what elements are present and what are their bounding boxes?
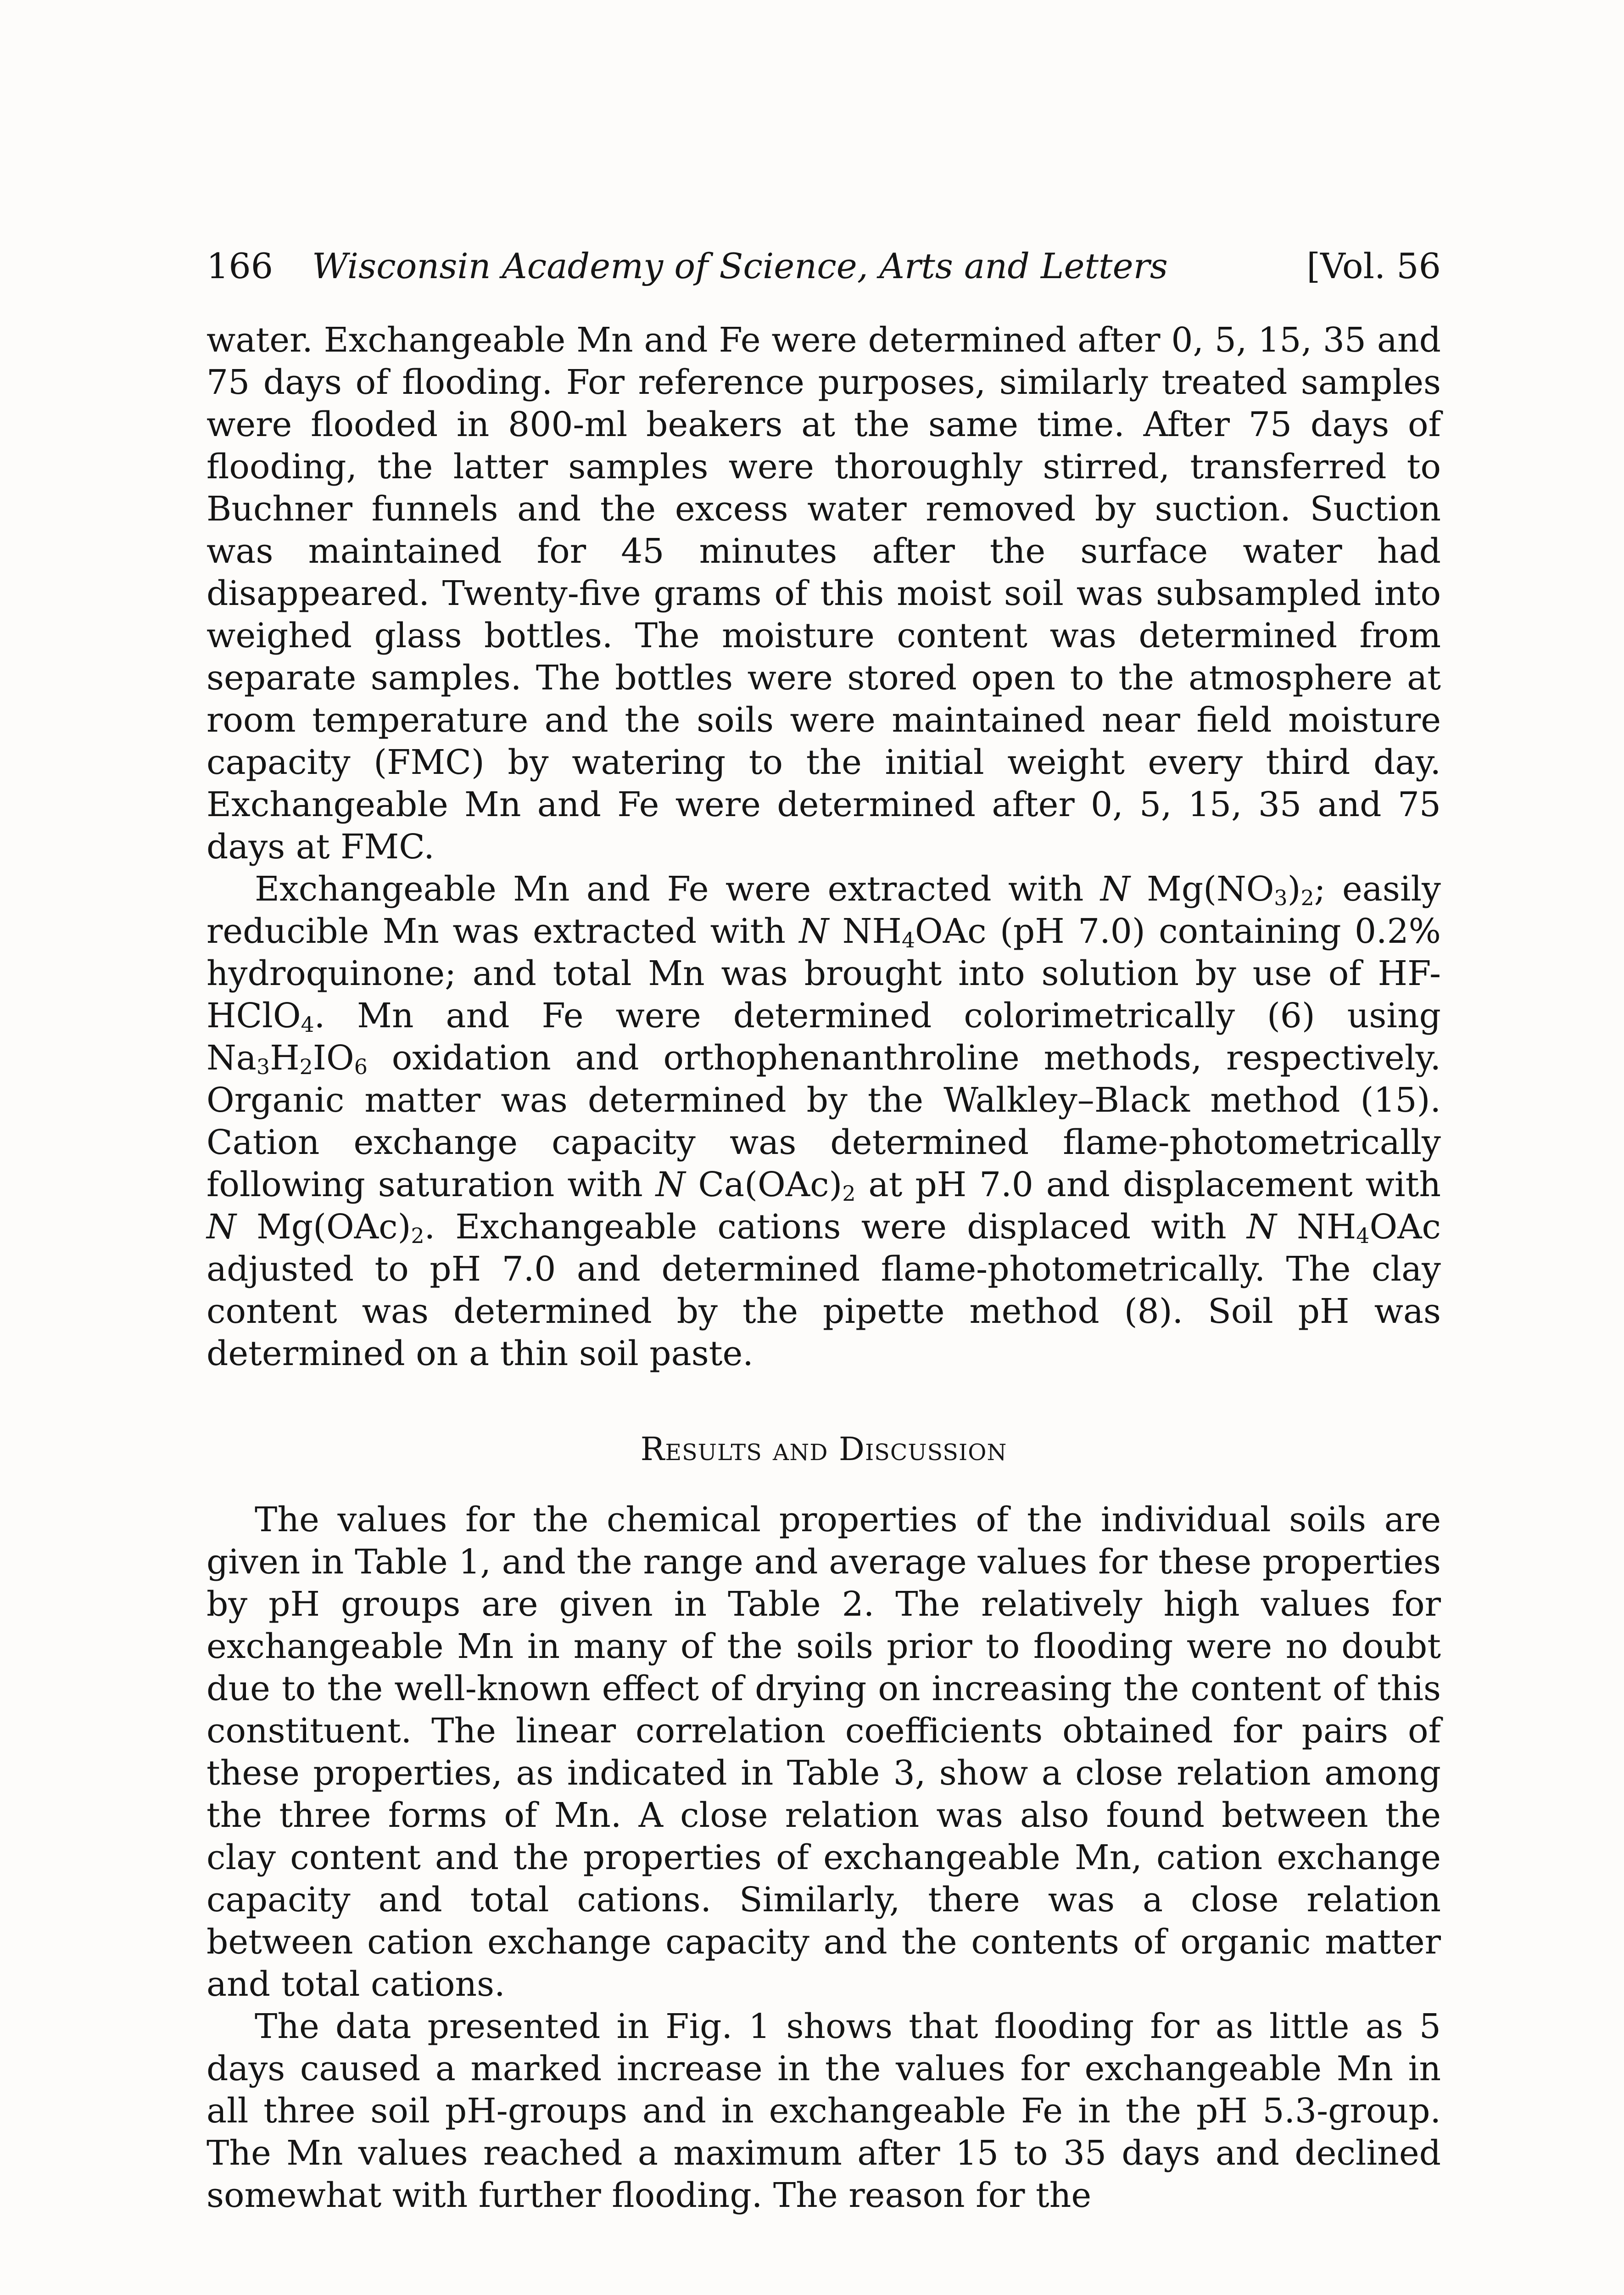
paragraph-methods-analysis: Exchangeable Mn and Fe were extracted with N $Mg(NO_3)_2$; easily reducible Mn was extracted with N $NH_4OAc$ (pH 7.0) containing 0.2% hydroquinone; and total Mn was brought into solution by use of HF-HClO$_4$. Mn and Fe were determined colorimetrically (6) using $Na_3H_2IO_6$ oxidation and orthophenanthroline methods, respectively. Organic matter was determined by the Walkley–Black method (15). Cation exchange capacity was determined flame-photometrically following saturation with N $Ca(OAc)_2$ at pH 7.0 and displacement with N $Mg(OAc)_2$. Exchangeable cations were displaced with N $NH_4OAc$ adjusted to pH 7.0 and determined flame-photometrically. The clay content was determined by the pipette method (8). Soil pH was determined on a thin soil paste. <box>206 869 1441 1373</box>
running-head <box>206 241 1441 291</box>
page <box>206 241 1441 2217</box>
paragraph-results-tables: The values for the chemical properties of the individual soils are given in Table 1, and the range and average values for these properties by pH groups are given in Table 2. The relatively high values for exchangeable Mn in many of the soils prior to flooding were no doubt due to the well-known effect of drying on increasing the content of this constituent. The linear correlation coefficients obtained for pairs of these properties, as indicated in Table 3, show a close relation among the three forms of Mn. A close relation was also found between the clay content and the properties of exchangeable Mn, cation exchange capacity and total cations. Similarly, there was a close relation between cation exchange capacity and the contents of organic matter and total cations. <box>206 1500 1441 2004</box>
paragraph-results-figure: The data presented in Fig. 1 shows that flooding for as little as 5 days caused a marked increase in the values for exchangeable Mn in all three soil pH-groups and in exchangeable Fe in the pH 5.3-group. The Mn values reached a maximum after 15 to 35 days and declined somewhat with further flooding. The reason for the <box>206 2007 1441 2215</box>
section-heading: Results and Discussion <box>640 1430 1007 1468</box>
journal-title: Wisconsin Academy of Science, Arts and Letters <box>312 246 1168 286</box>
article-body <box>206 319 1441 2217</box>
volume-label: [Vol. 56 <box>1306 246 1441 286</box>
page-number: 166 <box>206 246 273 286</box>
paragraph-methods-flooding: water. Exchangeable Mn and Fe were determined after 0, 5, 15, 35 and 75 days of flooding. For reference purposes, similarly treated samples were flooded in 800-ml beakers at the same time. After 75 days of flooding, the latter samples were thoroughly stirred, transferred to Buchner funnels and the excess water removed by suction. Suction was maintained for 45 minutes after the surface water had disappeared. Twenty-five grams of this moist soil was subsampled into weighed glass bottles. The moisture content was determined from separate samples. The bottles were stored open to the atmosphere at room temperature and the soils were maintained near field moisture capacity (FMC) by watering to the initial weight every third day. Exchangeable Mn and Fe were determined after 0, 5, 15, 35 and 75 days at FMC. <box>206 320 1441 867</box>
